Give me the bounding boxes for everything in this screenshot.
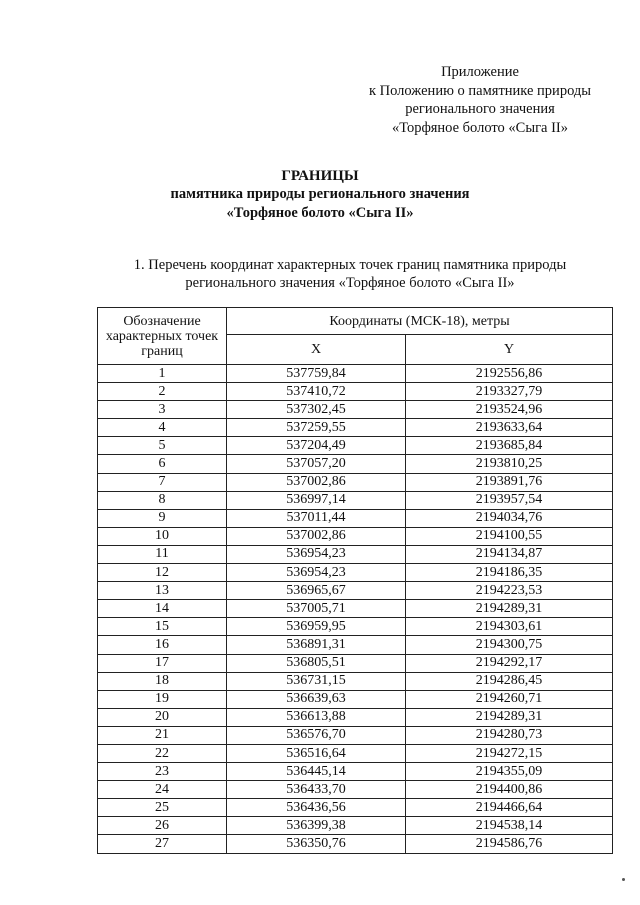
- table-row: [98, 455, 613, 473]
- table-row: [98, 545, 613, 563]
- cell-point-number: 5: [98, 437, 227, 455]
- coordinates-table: [97, 307, 613, 854]
- cell-point-number: 25: [98, 799, 227, 817]
- cell-y: 2194186,35: [406, 564, 613, 582]
- appendix-line-4: «Торфяное болото «Сыга II»: [392, 119, 568, 136]
- cell-point-number: 13: [98, 582, 227, 600]
- cell-y: 2194303,61: [406, 618, 613, 636]
- cell-point-number: 22: [98, 744, 227, 762]
- cell-x: 536965,67: [227, 582, 406, 600]
- cell-point-number: 3: [98, 401, 227, 419]
- cell-x: 537410,72: [227, 383, 406, 401]
- table-row: [98, 781, 613, 799]
- cell-x: 536436,56: [227, 799, 406, 817]
- table-body: [98, 365, 613, 854]
- column-header-coordinates: Координаты (МСК-18), метры: [227, 308, 613, 335]
- cell-x: 536891,31: [227, 636, 406, 654]
- cell-y: 2193957,54: [406, 491, 613, 509]
- cell-point-number: 27: [98, 835, 227, 853]
- cell-y: 2192556,86: [406, 365, 613, 383]
- cell-y: 2194260,71: [406, 690, 613, 708]
- table-row: [98, 365, 613, 383]
- cell-x: 537005,71: [227, 600, 406, 618]
- cell-y: 2193810,25: [406, 455, 613, 473]
- table-row: [98, 672, 613, 690]
- cell-y: 2193685,84: [406, 437, 613, 455]
- cell-point-number: 11: [98, 545, 227, 563]
- cell-x: 536445,14: [227, 763, 406, 781]
- table-row: [98, 600, 613, 618]
- cell-y: 2194286,45: [406, 672, 613, 690]
- cell-x: 536613,88: [227, 708, 406, 726]
- table-row: [98, 835, 613, 853]
- cell-y: 2194586,76: [406, 835, 613, 853]
- column-header-x: X: [227, 335, 406, 365]
- cell-point-number: 18: [98, 672, 227, 690]
- table-row: [98, 763, 613, 781]
- cell-x: 537002,86: [227, 473, 406, 491]
- cell-y: 2194272,15: [406, 744, 613, 762]
- cell-y: 2194134,87: [406, 545, 613, 563]
- table-row: [98, 437, 613, 455]
- appendix-line-2: к Положению о памятнике природы: [368, 82, 592, 99]
- cell-y: 2194355,09: [406, 763, 613, 781]
- cell-x: 536959,95: [227, 618, 406, 636]
- cell-x: 537302,45: [227, 401, 406, 419]
- cell-x: 536350,76: [227, 835, 406, 853]
- scan-dot: [622, 878, 625, 881]
- cell-point-number: 1: [98, 365, 227, 383]
- cell-point-number: 6: [98, 455, 227, 473]
- cell-x: 536639,63: [227, 690, 406, 708]
- table-row: [98, 708, 613, 726]
- table-row: [98, 419, 613, 437]
- table-row: [98, 401, 613, 419]
- cell-y: 2194223,53: [406, 582, 613, 600]
- cell-point-number: 14: [98, 600, 227, 618]
- cell-x: 537204,49: [227, 437, 406, 455]
- table-row: [98, 817, 613, 835]
- cell-x: 537002,86: [227, 527, 406, 545]
- table-row: [98, 491, 613, 509]
- cell-y: 2194289,31: [406, 600, 613, 618]
- cell-point-number: 10: [98, 527, 227, 545]
- cell-point-number: 17: [98, 654, 227, 672]
- table-row: [98, 726, 613, 744]
- cell-point-number: 9: [98, 509, 227, 527]
- table-row: [98, 690, 613, 708]
- cell-point-number: 15: [98, 618, 227, 636]
- table-row: [98, 564, 613, 582]
- table-row: [98, 799, 613, 817]
- table-row: [98, 582, 613, 600]
- cell-y: 2193327,79: [406, 383, 613, 401]
- cell-point-number: 26: [98, 817, 227, 835]
- cell-x: 536997,14: [227, 491, 406, 509]
- cell-y: 2193524,96: [406, 401, 613, 419]
- cell-x: 536516,64: [227, 744, 406, 762]
- table-row: [98, 509, 613, 527]
- cell-x: 537759,84: [227, 365, 406, 383]
- table-row: [98, 618, 613, 636]
- table-row: [98, 744, 613, 762]
- column-header-y: Y: [406, 335, 613, 365]
- cell-y: 2194538,14: [406, 817, 613, 835]
- cell-point-number: 16: [98, 636, 227, 654]
- cell-x: 536433,70: [227, 781, 406, 799]
- cell-point-number: 23: [98, 763, 227, 781]
- section-heading-line-2: регионального значения «Торфяное болото «Сыга II»: [185, 275, 515, 291]
- cell-x: 536731,15: [227, 672, 406, 690]
- table-row: [98, 527, 613, 545]
- cell-y: 2194100,55: [406, 527, 613, 545]
- cell-y: 2194292,17: [406, 654, 613, 672]
- section-heading: [80, 256, 620, 292]
- cell-x: 537011,44: [227, 509, 406, 527]
- cell-point-number: 12: [98, 564, 227, 582]
- cell-point-number: 4: [98, 419, 227, 437]
- cell-y: 2194466,64: [406, 799, 613, 817]
- cell-y: 2194280,73: [406, 726, 613, 744]
- cell-x: 536576,70: [227, 726, 406, 744]
- cell-point-number: 24: [98, 781, 227, 799]
- cell-point-number: 7: [98, 473, 227, 491]
- cell-x: 536399,38: [227, 817, 406, 835]
- table-row: [98, 473, 613, 491]
- table-row: [98, 383, 613, 401]
- appendix-line-1: Приложение: [441, 64, 519, 80]
- section-heading-line-1: 1. Перечень координат характерных точек границ памятника природы: [133, 257, 567, 273]
- appendix-line-3: регионального значения: [405, 101, 555, 117]
- cell-point-number: 2: [98, 383, 227, 401]
- cell-x: 537259,55: [227, 419, 406, 437]
- cell-y: 2193891,76: [406, 473, 613, 491]
- cell-y: 2194300,75: [406, 636, 613, 654]
- cell-y: 2193633,64: [406, 419, 613, 437]
- document-title: ГРАНИЦЫ: [281, 168, 359, 184]
- cell-point-number: 8: [98, 491, 227, 509]
- cell-y: 2194289,31: [406, 708, 613, 726]
- cell-point-number: 20: [98, 708, 227, 726]
- table-row: [98, 654, 613, 672]
- cell-point-number: 19: [98, 690, 227, 708]
- appendix-header: [330, 63, 630, 137]
- cell-x: 536954,23: [227, 564, 406, 582]
- document-subtitle-line-2: «Торфяное болото «Сыга II»: [226, 205, 414, 221]
- document-subtitle-line-1: памятника природы регионального значения: [170, 186, 470, 202]
- column-header-point: Обозначение характерных точек границ: [98, 308, 227, 365]
- table-row: [98, 636, 613, 654]
- cell-y: 2194034,76: [406, 509, 613, 527]
- cell-x: 536805,51: [227, 654, 406, 672]
- cell-x: 536954,23: [227, 545, 406, 563]
- cell-x: 537057,20: [227, 455, 406, 473]
- cell-y: 2194400,86: [406, 781, 613, 799]
- cell-point-number: 21: [98, 726, 227, 744]
